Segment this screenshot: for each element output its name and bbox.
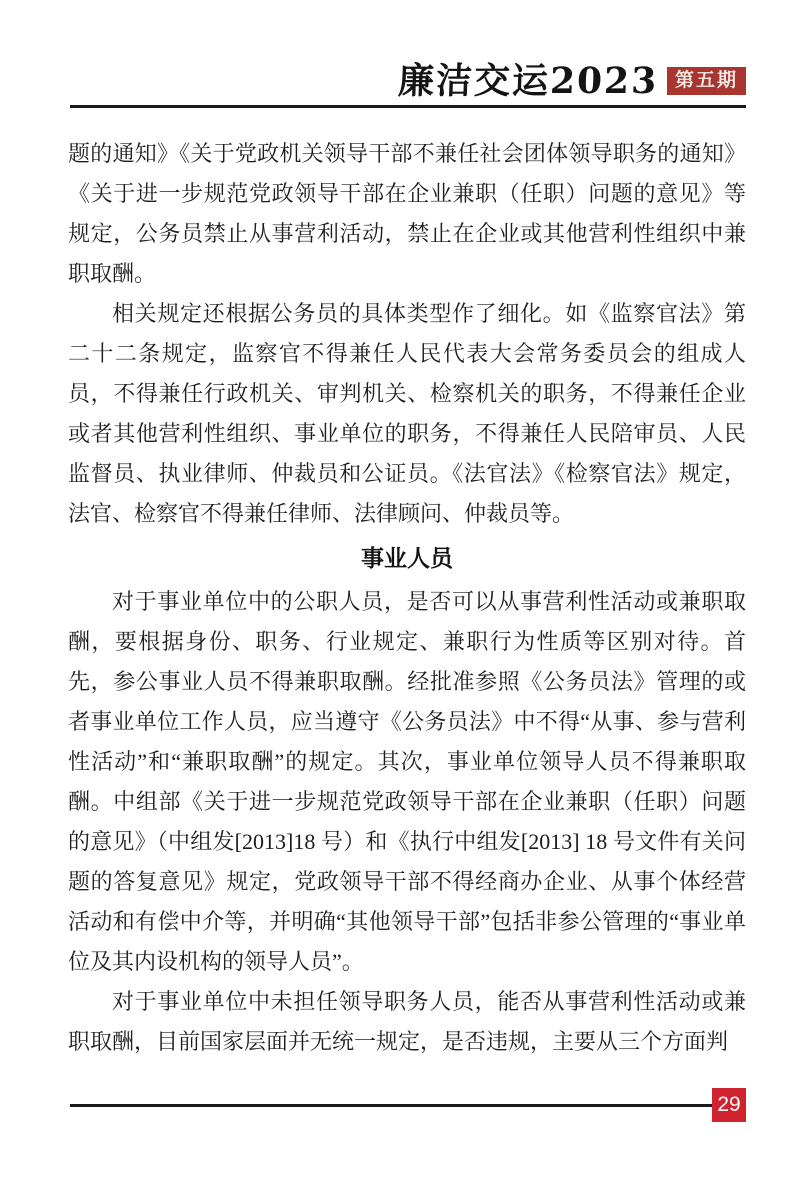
footer-rule (70, 1104, 712, 1107)
page-number-badge: 29 (712, 1088, 746, 1122)
body-paragraph: 对于事业单位中的公职人员，是否可以从事营利性活动或兼职取酬，要根据身份、职务、行业规定、兼职行为性质等区别对待。首先，参公事业人员不得兼职取酬。经批准参照《公务员法》管理的或者事业单位工作人员，应当遵守《公务员法》中不得“从事、参与营利性活动”和“兼职取酬”的规定。其次，事业单位领导人员不得兼职取酬。中组部《关于进一步规范党政领导干部在企业兼职（任职）问题的意见》（中组发[2013]18 号）和《执行中组发[2013] 18 号文件有关问题的答复意见》规定，党政领导干部不得经商办企业、从事个体经营活动和有偿中介等，并明确“其他领导干部”包括非参公管理的“事业单位及其内设机构的领导人员”。 (68, 589, 746, 974)
page-footer (70, 1088, 746, 1122)
page-header (70, 0, 746, 108)
header-rule (70, 105, 746, 108)
masthead-title: 廉洁交运2023 (397, 60, 659, 102)
masthead (70, 62, 746, 105)
body-paragraph: 对于事业单位中未担任领导职务人员，能否从事营利性活动或兼职取酬，目前国家层面并无统一规定，是否违规，主要从三个方面判 (68, 989, 746, 1054)
section-heading: 事业人员 (361, 545, 453, 571)
body-paragraph: 相关规定还根据公务员的具体类型作了细化。如《监察官法》第二十二条规定，监察官不得兼任人民代表大会常务委员会的组成人员，不得兼任行政机关、审判机关、检察机关的职务，不得兼任企业或者其他营利性组织、事业单位的职务，不得兼任人民陪审员、人民监督员、执业律师、仲裁员和公证员。《法官法》《检察官法》规定，法官、检察官不得兼任律师、法律顾问、仲裁员等。 (68, 301, 746, 526)
body-paragraph: 题的通知》《关于党政机关领导干部不兼任社会团体领导职务的通知》《关于进一步规范党政领导干部在企业兼职（任职）问题的意见》等规定，公务员禁止从事营利活动，禁止在企业或其他营利性组织中兼职取酬。 (68, 141, 746, 286)
article-body (68, 134, 746, 1062)
issue-badge: 第五期 (667, 67, 746, 95)
